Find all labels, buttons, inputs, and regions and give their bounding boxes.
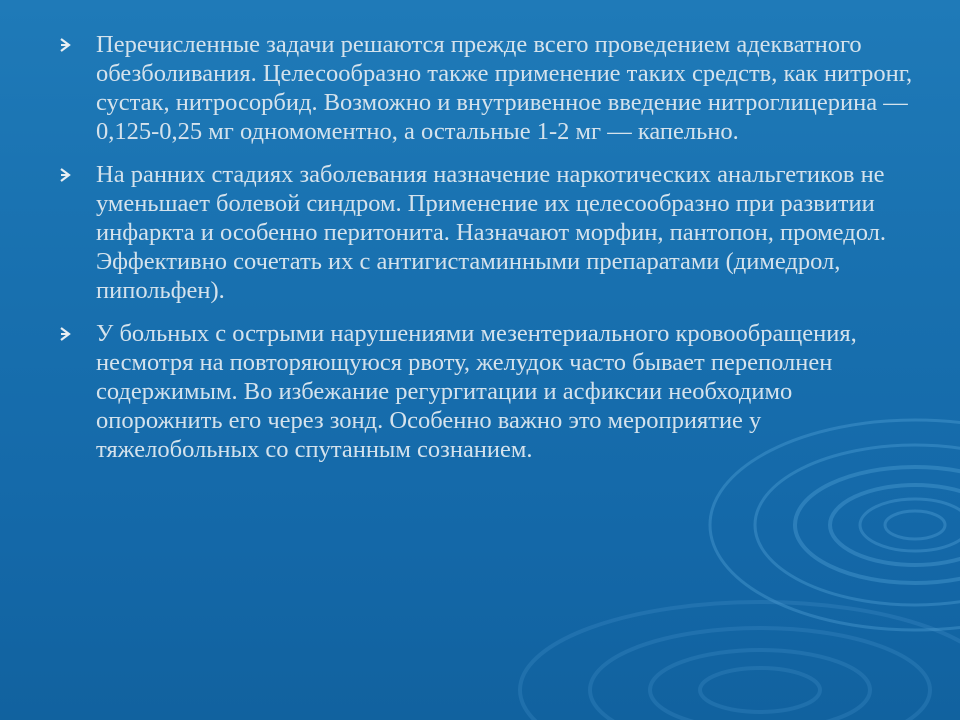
bullet-text: На ранних стадиях заболевания назначение наркотических анальгетиков не уменьшает болевой синдром. Применение их целесообразно при развитии инфаркта и особенно перитонита. Назначают морфин, пантопон, промедол. Эффективно сочетать их с антигистаминными препаратами (димедрол, пипольфен). [96, 161, 886, 304]
bullet-text: Перечисленные задачи решаются прежде всего проведением адекватного обезболивания. Целесообразно также применение таких средств, как нитронг, сустак, нитросорбид. Возможно и внутривенное введение нитроглицерина — 0,125-0,25 мг одномоментно, а остальные 1-2 мг — капельно. [96, 31, 913, 145]
bullet-item [58, 160, 918, 305]
bullet-text: У больных с острыми нарушениями мезентериального кровообращения, несмотря на повторяющуюся рвоту, желудок часто бывает переполнен содержимым. Во избежание регургитации и асфиксии необходимо опорожнить его через зонд. Особенно важно это мероприятие у тяжелобольных со спутанным сознанием. [96, 320, 857, 463]
chevron-arrow-icon [58, 36, 76, 54]
bullet-item [58, 30, 918, 146]
chevron-arrow-icon [58, 325, 76, 343]
bullet-list [58, 30, 918, 478]
bullet-item [58, 319, 918, 464]
chevron-arrow-icon [58, 166, 76, 184]
